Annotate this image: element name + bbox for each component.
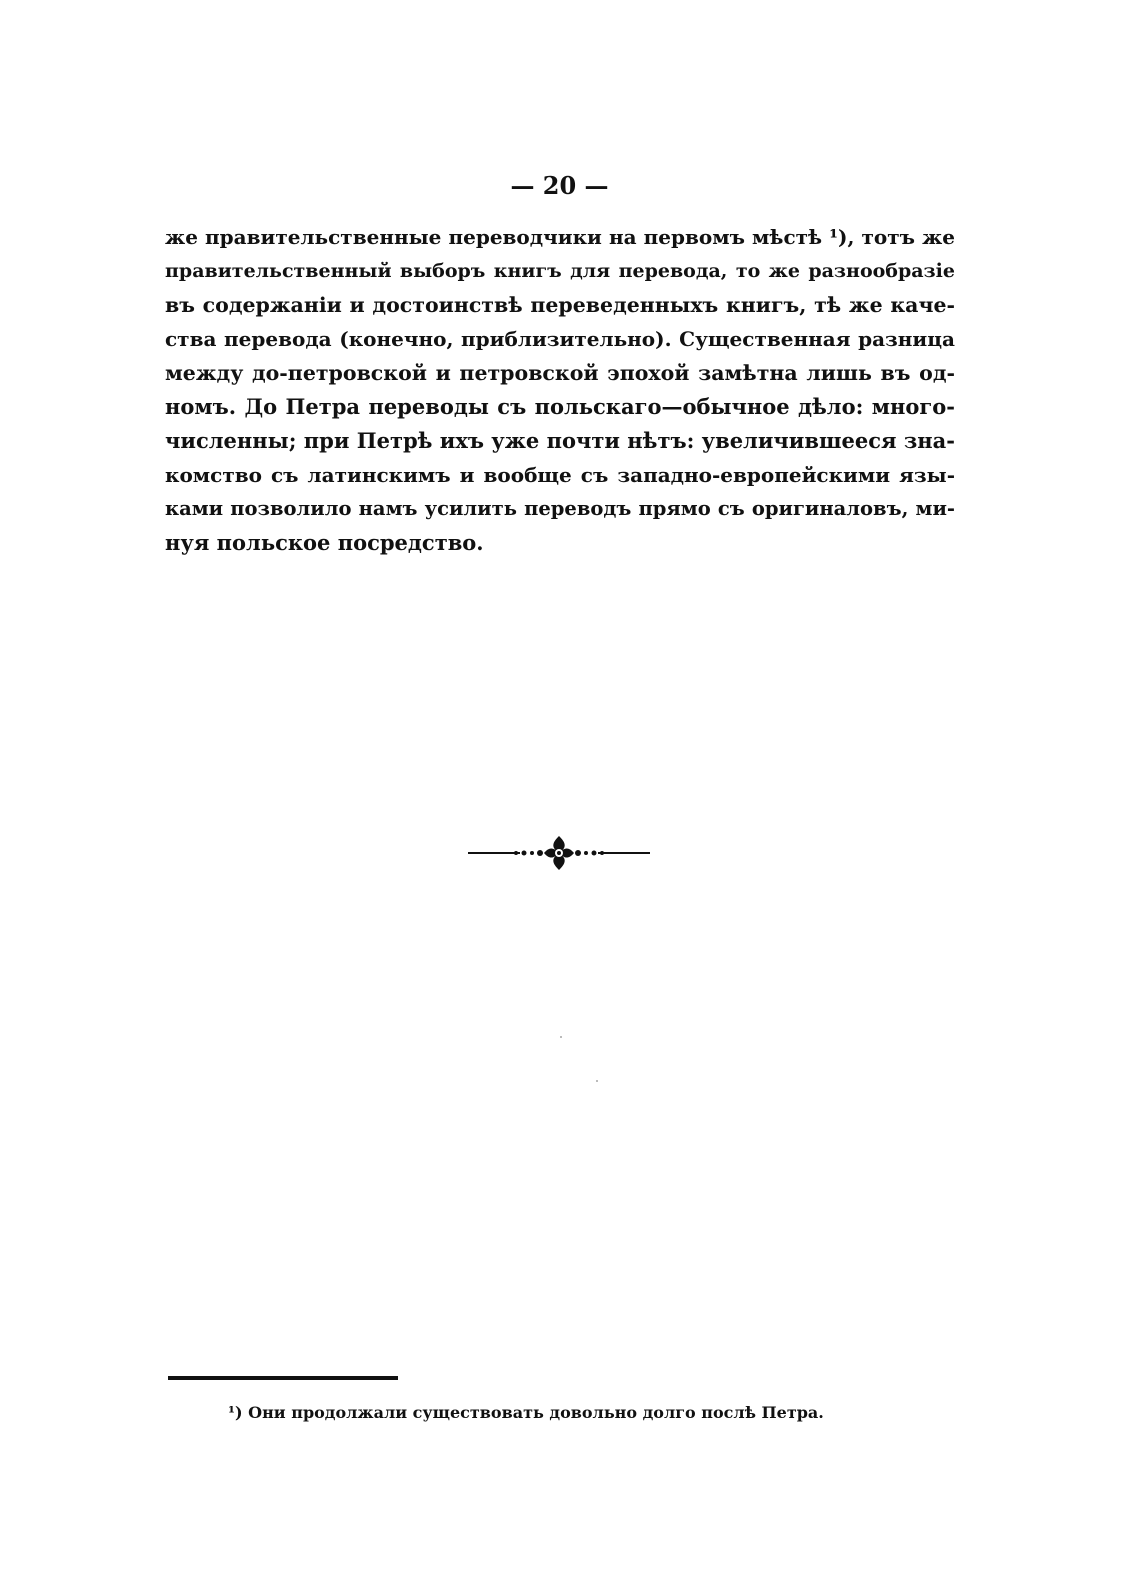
paper-speck [596, 1080, 598, 1082]
body-line: нуя польское посредство. [165, 530, 484, 555]
paper-speck [560, 1036, 562, 1038]
body-line: въ содержаніи и достоинствѣ переведенныхъ книгъ, тѣ же каче- [165, 293, 955, 317]
body-line: же правительственные переводчики на первомъ мѣстѣ ¹), тотъ же [165, 225, 955, 249]
footnote: ¹) Они продолжали существовать довольно долго послѣ Петра. [228, 1403, 824, 1422]
body-line: ства перевода (конечно, приблизительно). Существенная разница [165, 327, 955, 351]
body-paragraph [165, 220, 955, 560]
fleuron-divider-icon [466, 832, 652, 874]
body-line: комство съ латинскимъ и вообще съ западно-европейскими язы- [165, 463, 955, 487]
body-line: ками позволило намъ усилить переводъ прямо съ оригиналовъ, ми- [165, 497, 955, 520]
footnote-rule [168, 1376, 398, 1380]
body-line: между до-петровской и петровской эпохой замѣтна лишь въ од- [165, 361, 955, 385]
body-line: номъ. До Петра переводы съ польскаго—обычное дѣло: много- [165, 394, 955, 419]
page-number: — 20 — [510, 171, 609, 200]
body-line: правительственный выборъ книгъ для перевода, то же разнообразіе [165, 260, 955, 282]
body-line: численны; при Петрѣ ихъ уже почти нѣтъ: увеличившееся зна- [165, 428, 955, 453]
